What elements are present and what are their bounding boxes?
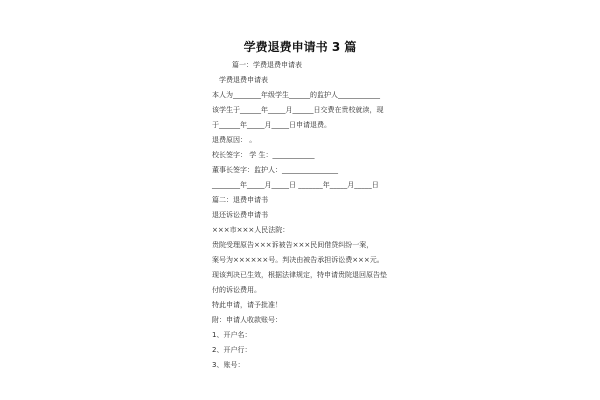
body-line: 本人为________年级学生______的监护人____________: [212, 91, 380, 99]
date-line: ________年_____月_____日 _______年_____月_____日: [212, 181, 379, 189]
body-line: 于______年_____月_____日申请退费。: [212, 121, 331, 129]
signature-line: 校长签字： 学 生：____________: [212, 151, 315, 159]
body-line: 案号为××××××号。判决由被告承担诉讼费×××元。: [212, 256, 384, 264]
account-name-line: 1、开户名：: [212, 331, 252, 339]
attachment-line: 附：申请人收款账号：: [212, 316, 282, 324]
body-line: 该学生于______年_____月______日交费在贵校就读，现: [212, 106, 384, 114]
addressee-line: ×××市×××人民法院：: [212, 226, 290, 234]
body-line: 贵院受理原告×××诉被告×××民间借贷纠纷一案，: [212, 241, 374, 249]
refund-reason-line: 退费原因： 。: [212, 136, 257, 144]
form-title: 学费退费申请表: [219, 76, 268, 84]
section-heading-1: 篇一：学费退费申请表: [232, 61, 302, 69]
body-line: 付的诉讼费用。: [212, 286, 261, 294]
document-title: 学费退费申请书 3 篇: [243, 40, 357, 54]
form-title: 退还诉讼费申请书: [212, 211, 268, 219]
closing-line: 特此申请，请予批准！: [212, 301, 282, 309]
account-number-line: 3、账号：: [212, 361, 245, 369]
signature-line: 董事长签字：监护人：________________: [212, 166, 338, 174]
section-heading-2: 篇二：退费申请书: [212, 196, 268, 204]
body-line: 现该判决已生效，根据法律规定，特申请贵院退回原告垫: [212, 271, 387, 279]
account-bank-line: 2、开户行：: [212, 346, 252, 354]
